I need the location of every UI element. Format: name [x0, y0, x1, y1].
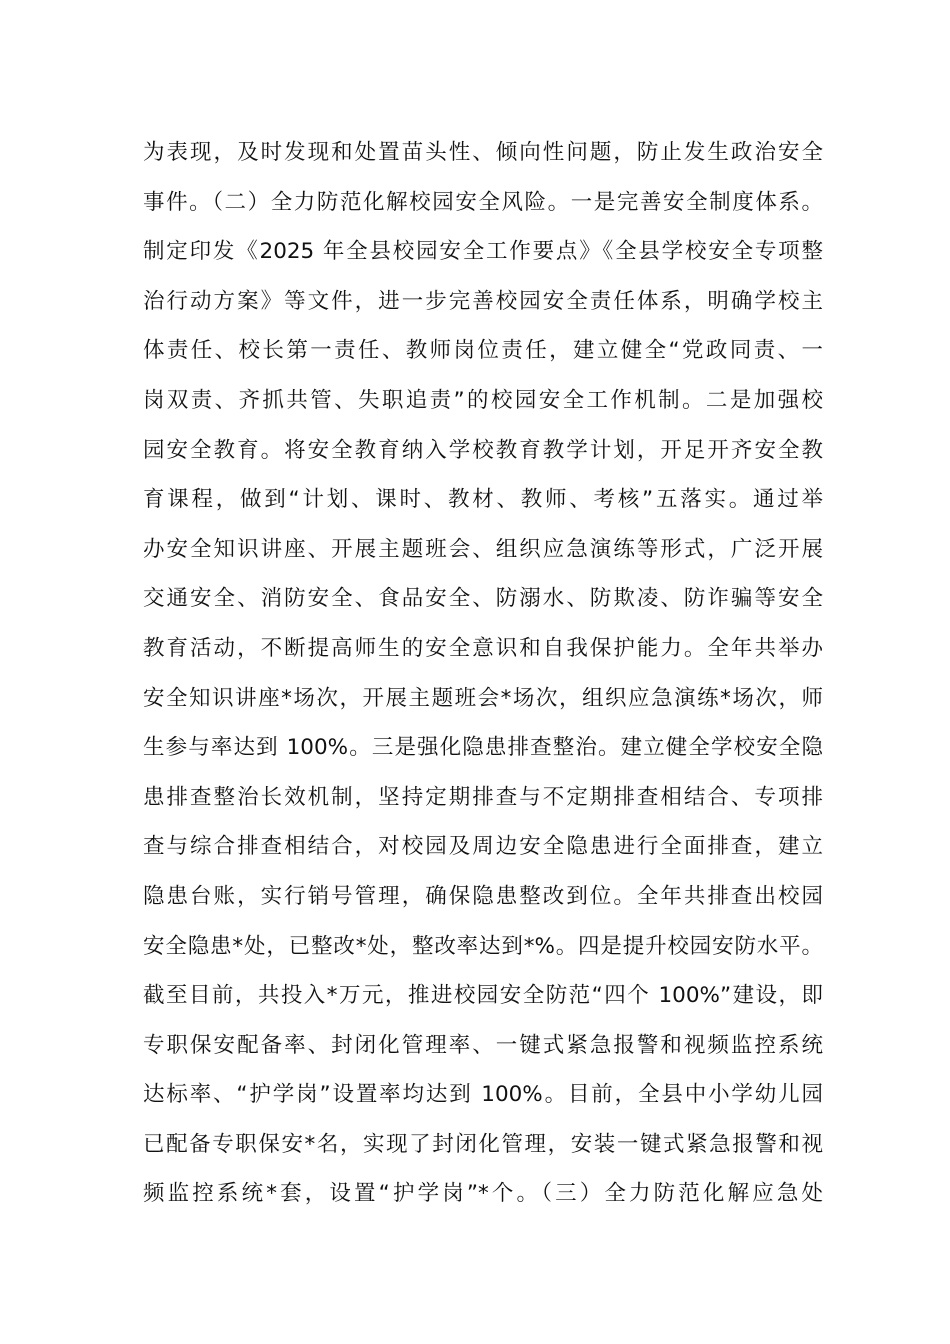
text-line: 为表现，及时发现和处置苗头性、倾向性问题，防止发生政治安全 [143, 140, 823, 165]
text-line: 体责任、校长第一责任、教师岗位责任，建立健全“党政同责、一 [143, 338, 823, 364]
text-line: 生参与率达到 100%。三是强化隐患排查整治。建立健全学校安全隐 [143, 735, 823, 761]
text-line: 隐患台账，实行销号管理，确保隐患整改到位。全年共排查出校园 [143, 883, 823, 909]
text-line: 专职保安配备率、封闭化管理率、一键式紧急报警和视频监控系统 [143, 1032, 823, 1058]
text-line: 患排查整治长效机制，坚持定期排查与不定期排查相结合、专项排 [143, 784, 823, 810]
text-line: 岗双责、齐抓共管、失职追责”的校园安全工作机制。二是加强校 [143, 387, 823, 413]
text-line: 截至目前，共投入*万元，推进校园安全防范“四个 100%”建设，即 [143, 983, 823, 1009]
text-line: 育课程，做到“计划、课时、教材、教师、考核”五落实。通过举 [143, 487, 823, 513]
text-line: 已配备专职保安*名，实现了封闭化管理，安装一键式紧急报警和视 [143, 1131, 823, 1157]
text-line: 制定印发《2025 年全县校园安全工作要点》《全县学校安全专项整 [143, 239, 823, 265]
text-line: 达标率、“护学岗”设置率均达到 100%。目前，全县中小学幼儿园 [143, 1082, 823, 1108]
text-line: 治行动方案》等文件，进一步完善校园安全责任体系，明确学校主 [143, 288, 823, 314]
text-line: 园安全教育。将安全教育纳入学校教育教学计划，开足开齐安全教 [143, 437, 823, 463]
text-line: 教育活动，不断提高师生的安全意识和自我保护能力。全年共举办 [143, 635, 823, 661]
text-line: 频监控系统*套，设置“护学岗”*个。（三）全力防范化解应急处 [143, 1181, 823, 1207]
text-line: 事件。（二）全力防范化解校园安全风险。一是完善安全制度体系。 [143, 189, 823, 215]
text-line: 交通安全、消防安全、食品安全、防溺水、防欺凌、防诈骗等安全 [143, 586, 823, 612]
text-line: 安全知识讲座*场次，开展主题班会*场次，组织应急演练*场次，师 [143, 685, 823, 711]
text-line: 安全隐患*处，已整改*处，整改率达到*%。四是提升校园安防水平。 [143, 933, 823, 959]
body-text [143, 128, 823, 1219]
text-line: 查与综合排查相结合，对校园及周边安全隐患进行全面排查，建立 [143, 834, 823, 860]
text-line: 办安全知识讲座、开展主题班会、组织应急演练等形式，广泛开展 [143, 536, 823, 562]
